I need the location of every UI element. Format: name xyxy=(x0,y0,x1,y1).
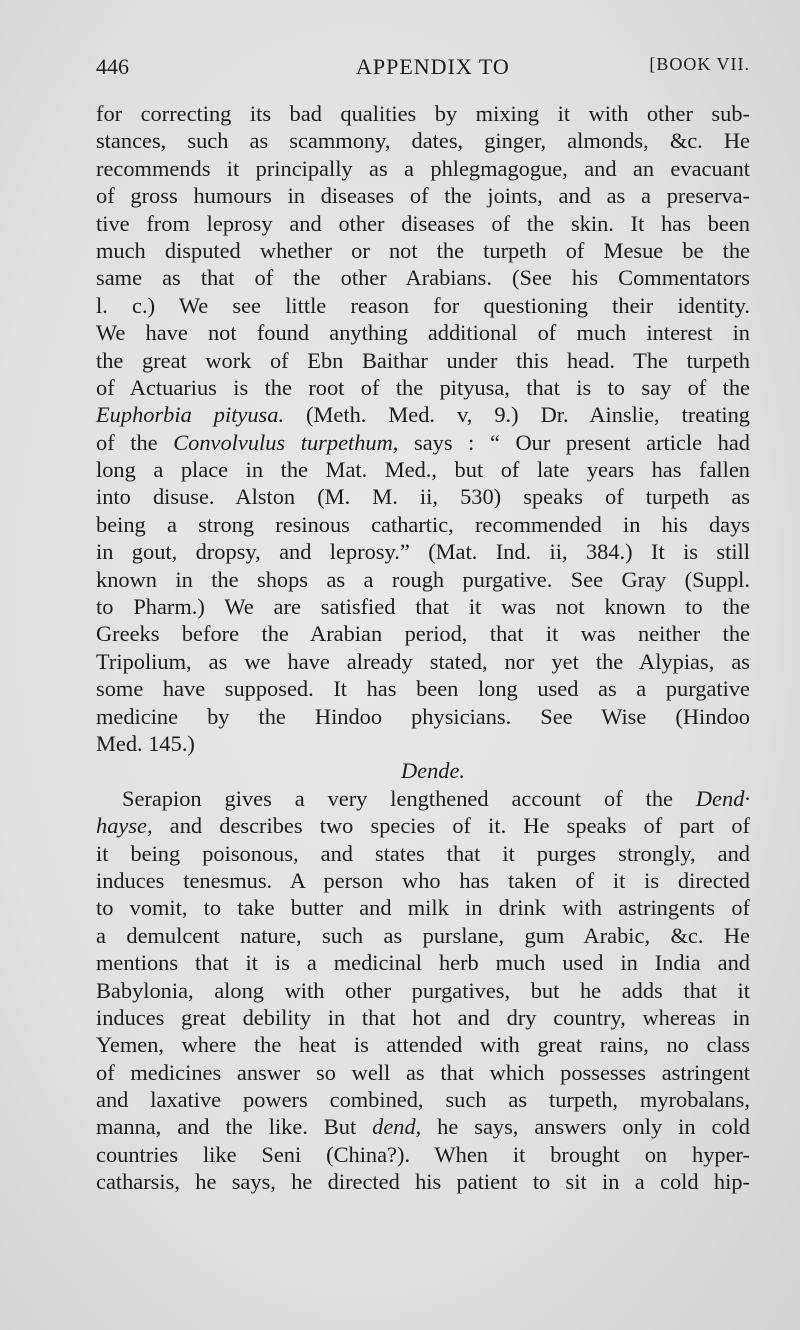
text-line: medicine by the Hindoo physicians. See Wise (Hindoo xyxy=(96,703,750,729)
running-title: APPENDIX TO xyxy=(356,54,510,79)
text-run: and describes two species of it. He speaks of part of xyxy=(152,813,750,839)
text-line: for correcting its bad qualities by mixing it with other sub- xyxy=(96,101,750,126)
text-line: some have supposed. It has been long used as a purgative xyxy=(96,676,750,702)
text-run: (Meth. Med. v, 9.) Dr. Ainslie, treating xyxy=(284,402,750,428)
text-line: Med. 145.) xyxy=(96,730,195,756)
text-line: to vomit, to take butter and milk in drink with astringents of xyxy=(96,895,750,921)
text-line xyxy=(96,1113,750,1140)
text-line: it being poisonous, and states that it purges strongly, and xyxy=(96,840,750,866)
text-line: of Actuarius is the root of the pityusa, that is to say of the xyxy=(96,374,750,400)
text-line: Babylonia, along with other purgatives, but he adds that it xyxy=(96,977,750,1003)
text-line: Yemen, where the heat is attended with great rains, no class xyxy=(96,1032,750,1058)
text-line: tive from leprosy and other diseases of the skin. It has been xyxy=(96,210,750,236)
text-run: says : “ Our present article had xyxy=(398,429,751,455)
text-line xyxy=(96,812,750,839)
text-line: induces great debility in that hot and dry country, whereas in xyxy=(96,1004,750,1030)
text-line: to Pharm.) We are satisfied that it was not known to the xyxy=(96,594,750,620)
book-reference: [BOOK VII. xyxy=(649,54,750,74)
text-line: induces tenesmus. A person who has taken of it is directed xyxy=(96,867,750,893)
text-run: manna, and the like. But xyxy=(96,1114,373,1140)
text-run: he says, answers only in cold xyxy=(421,1114,750,1140)
text-line: in gout, dropsy, and leprosy.” (Mat. Ind. ii, 384.) It is still xyxy=(96,539,750,565)
text-line: of medicines answer so well as that which possesses astringent xyxy=(96,1059,750,1085)
text-line xyxy=(96,785,750,812)
text-line: countries like Seni (China?). When it brought on hyper- xyxy=(96,1141,750,1167)
text-line: stances, such as scammony, dates, ginger, almonds, &c. He xyxy=(96,128,750,154)
paragraph-dende xyxy=(96,785,750,1196)
text-line: and laxative powers combined, such as turpeth, myrobalans, xyxy=(96,1087,750,1113)
text-line: much disputed whether or not the turpeth of Mesue be the xyxy=(96,237,750,263)
italic-term: hayse, xyxy=(96,813,153,839)
text-line: a demulcent nature, such as purslane, gum Arabic, &c. He xyxy=(96,922,750,948)
text-line: catharsis, he says, he directed his patient to sit in a cold hip- xyxy=(96,1169,750,1195)
section-heading: Dende. xyxy=(400,758,466,784)
text-line: of gross humours in diseases of the joints, and as a preserva- xyxy=(96,183,750,209)
italic-species-name: Convolvulus turpethum, xyxy=(173,429,399,455)
italic-species-name: Euphorbia pityusa. xyxy=(96,402,285,428)
page-number: 446 xyxy=(96,54,129,79)
paragraph-turpeth xyxy=(96,100,750,757)
running-head xyxy=(96,54,750,84)
text-line: Greeks before the Arabian period, that it was neither the xyxy=(96,621,750,647)
body-text xyxy=(96,100,750,1196)
text-line: known in the shops as a rough purgative. See Gray (Suppl. xyxy=(96,566,750,592)
text-line: being a strong resinous cathartic, recommended in his days xyxy=(96,511,750,537)
text-line: We have not found anything additional of much interest in xyxy=(96,320,750,346)
text-line: long a place in the Mat. Med., but of late years has fallen xyxy=(96,457,750,483)
text-line: same as that of the other Arabians. (See his Commentators xyxy=(96,265,750,291)
italic-term: dend, xyxy=(372,1114,422,1140)
text-line: mentions that it is a medicinal herb much used in India and xyxy=(96,950,750,976)
text-line xyxy=(96,401,750,428)
text-line xyxy=(96,429,750,456)
text-line: l. c.) We see little reason for questioning their identity. xyxy=(96,292,750,318)
text-run: Serapion gives a very lengthened account of the xyxy=(122,785,696,811)
text-line: recommends it principally as a phlegmagogue, and an evacuant xyxy=(96,155,750,181)
italic-term: Dend· xyxy=(695,785,750,811)
text-run: of the xyxy=(96,429,174,455)
text-line: into disuse. Alston (M. M. ii, 530) speaks of turpeth as xyxy=(96,484,750,510)
text-line: the great work of Ebn Baithar under this head. The turpeth xyxy=(96,347,750,373)
text-line: Tripolium, as we have already stated, nor yet the Alypias, as xyxy=(96,648,750,674)
